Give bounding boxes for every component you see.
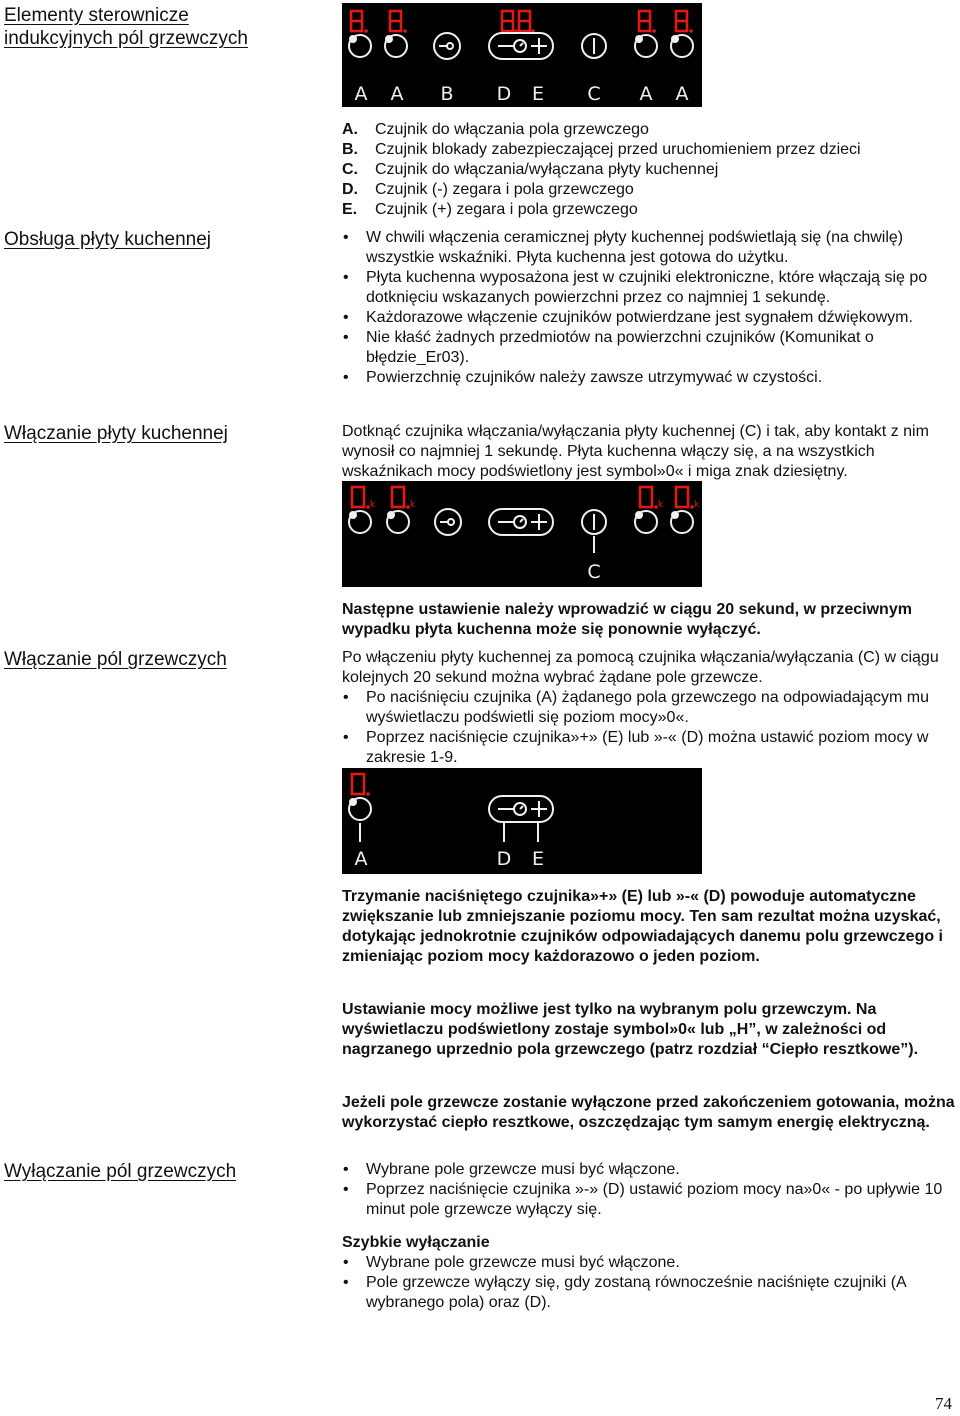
digit-suffix: k [410,500,416,510]
list-item: • Poprzez naciśnięcie czujnika »-» (D) ustawić poziom mocy na»0« - po upływie 10 minut pole grzewcze wyłączy się. [342,1180,958,1220]
zone-sensor-a2[interactable] [387,511,409,533]
digit-suffix: k [694,500,700,510]
list-item: • Płyta kuchenna wyposażona jest w czujniki elektroniczne, które włączają się po dotknięciu wskazanych powierzchni przez co najmniej 1 sekundę. [342,268,958,308]
control-panel-zone-diagram [342,768,702,874]
legend-item: A. Czujnik do włączania pola grzewczego [342,121,649,138]
control-panel-diagram [342,3,702,107]
switch-on-hob-text: Dotknąć czujnika włączania/wyłączania płyty kuchennej (C) i tak, aby kontakt z nim wynosił co najmniej 1 sekundę. Płyta kuchenna włączy się, a na wszystkich wskaźnikach mocy podświetlony jest symbol»0« i miga znak dziesiętny. [342,423,929,480]
panel-label: E [531,83,545,105]
zone-sensor-a1[interactable] [349,798,371,842]
digit-suffix: k [370,500,376,510]
panel-label: C [587,83,601,105]
legend-item: D. Czujnik (-) zegara i pola grzewczego [342,181,634,198]
panel-label: A [354,83,368,105]
zones-warning: Następne ustawienie należy wprowadzić w ciągu 20 sekund, w przeciwnym wypadku płyta kuchenna może się ponownie wyłączyć. [342,601,912,638]
power-sensor-c[interactable] [582,34,606,58]
child-lock-sensor-b[interactable] [434,33,460,59]
timer-sensor-d-e[interactable] [489,796,553,842]
timer-sensor-d-e[interactable] [489,33,553,59]
legend-item: B. Czujnik blokady zabezpieczającej przed uruchomieniem przez dzieci [342,141,861,158]
quick-off-title: Szybkie wyłączanie [342,1234,490,1251]
control-panel-on-diagram [342,481,702,587]
list-item: • Poprzez naciśnięcie czujnika»+» (E) lub »-« (D) można ustawić poziom mocy w zakresie 1-9. [342,728,958,768]
zone-sensor-a1[interactable] [349,511,371,533]
panel-label: A [675,83,689,105]
zone-sensor-a3[interactable] [635,511,657,533]
zone-sensor-a2[interactable] [385,35,407,57]
panel-label: A [354,848,368,870]
panel-label: D [496,83,512,105]
heading-line-2: indukcyjnych pól grzewczych [4,28,248,49]
heading-switch-off-zones: Wyłączanie pól grzewczych [4,1161,237,1182]
heading-operation: Obsługa płyty kuchennej [4,229,212,250]
zones-intro: Po włączeniu płyty kuchennej za pomocą czujnika włączania/wyłączania (C) w ciągu kolejnych 20 sekund można wybrać żądane pole grzewcze. [342,649,939,686]
zero-display [352,487,364,507]
zero-display [640,487,652,507]
zone-sensor-a3[interactable] [635,35,657,57]
setting-paragraph: Ustawianie mocy możliwe jest tylko na wybranym polu grzewczym. Na wyświetlaczu podświetlony zostaje symbol»0« lub „H”, w zależności od nagrzanego uprzednio pola grzewczego (patrz rozdział “Ciepło resztkowe”). [342,1001,919,1058]
operation-list [342,228,958,388]
digit-suffix: k [658,500,664,510]
panel-label: D [496,848,512,870]
panel-label: B [440,83,454,105]
list-item: • Nie kłaść żadnych przedmiotów na powierzchni czujników (Komunikat o błędzie_Er03). [342,328,958,368]
panel-label: C [587,561,601,583]
sensor-legend [342,120,958,220]
heading-switch-on-zones: Włączanie pól grzewczych [4,649,227,670]
list-item: • W chwili włączenia ceramicznej płyty kuchennej podświetlają się (na chwilę) wszystkie wskaźniki. Płyta kuchenna jest gotowa do użytku. [342,228,958,268]
heading-line-1: Elementy sterownicze [4,5,189,26]
timer-sensor-d-e[interactable] [489,509,553,535]
zero-display [392,487,404,507]
legend-item: C. Czujnik do włączania/wyłączana płyty kuchennej [342,161,719,178]
hold-paragraph: Trzymanie naciśniętego czujnika»+» (E) lub »-« (D) powoduje automatyczne zwiększanie lub zmniejszanie poziomu mocy. Ten sam rezultat można uzyskać, dotykając jednokrotnie czujników odpowiadających danemu polu grzewczego i zmieniając poziom mocy każdorazowo o jeden poziom. [342,888,943,965]
zone-sensor-a4[interactable] [671,35,693,57]
quick-off-section [342,1233,958,1313]
legend-item: E. Czujnik (+) zegara i pola grzewczego [342,201,638,218]
zones-list [342,688,958,768]
page-number: 74 [935,1394,952,1413]
child-lock-sensor-b[interactable] [435,509,461,535]
heading-switch-on-hob: Włączanie płyty kuchennej [4,423,228,444]
list-item: • Każdorazowe włączenie czujników potwierdzane jest sygnałem dźwiękowym. [342,308,958,328]
heading-controls [4,4,248,50]
list-item: • Pole grzewcze wyłączy się, gdy zostaną równocześnie naciśnięte czujniki (A wybranego pola) oraz (D). [342,1273,958,1313]
switch-off-list [342,1160,958,1220]
list-item: • Wybrane pole grzewcze musi być włączone. [342,1160,958,1180]
list-item: • Po naciśnięciu czujnika (A) żądanego pola grzewczego na odpowiadającym mu wyświetlaczu podświetli się poziom mocy»0«. [342,688,958,728]
power-sensor-c[interactable] [582,510,606,553]
panel-label: A [390,83,404,105]
list-item: • Powierzchnię czujników należy zawsze utrzymywać w czystości. [342,368,958,388]
zero-display [676,487,688,507]
list-item: • Wybrane pole grzewcze musi być włączone. [342,1253,958,1273]
panel-label: A [639,83,653,105]
zone-sensor-a1[interactable] [349,35,371,57]
zone-sensor-a4[interactable] [671,511,693,533]
panel-label: E [531,848,545,870]
zero-display [352,774,364,794]
residual-heat-paragraph: Jeżeli pole grzewcze zostanie wyłączone przed zakończeniem gotowania, można wykorzystać ciepło resztkowe, oszczędzając tym samym energię elektryczną. [342,1094,955,1131]
